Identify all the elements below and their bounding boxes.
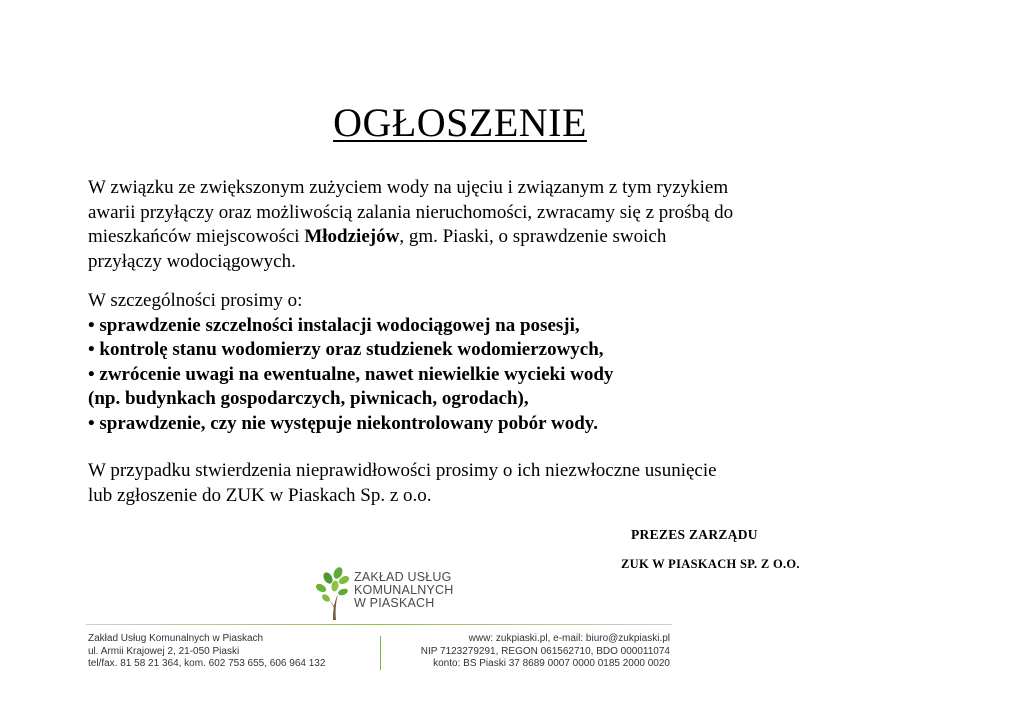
footer-line: Zakład Usług Komunalnych w Piaskach [88,633,264,644]
paragraph-line: W związku ze zwiększonym zużyciem wody na ujęciu i związanym z tym ryzykiem [88,177,729,198]
footer-divider-line [86,624,672,625]
request-item: • sprawdzenie szczelności instalacji wodociągowej na posesji, [88,314,580,336]
footer-line: tel/fax. 81 58 21 364, kom. 602 753 655, 606 964 132 [88,658,326,669]
requests-list [88,289,848,436]
paragraph-line: W przypadku stwierdzenia nieprawidłowości prosimy o ich niezwłoczne usunięcie [88,460,717,481]
paragraph-text: mieszkańców miejscowości [88,226,305,247]
request-item: • zwrócenie uwagi na ewentualne, nawet niewielkie wycieki wody [88,363,614,385]
logo-text: ZAKŁAD USŁUG [354,570,452,584]
footer-address [88,633,325,671]
footer-line: www: zukpiaski.pl, e-mail: biuro@zukpiaski.pl [468,633,670,644]
leaf [316,582,328,594]
page-title: OGŁOSZENIE [333,100,587,145]
footer-contact [404,633,670,671]
request-item: (np. budynkach gospodarczych, piwnicach, ogrodach), [88,388,529,409]
footer-vertical-divider [380,636,381,670]
closing-paragraph [88,459,848,508]
signature-company: ZUK W PIASKACH SP. Z O.O. [621,557,800,571]
village-name: Młodziejów [304,226,400,247]
paragraph-line: awarii przyłączy oraz możliwością zalania nieruchomości, zwracamy się z prośbą do [88,201,734,223]
footer-line: NIP 7123279291, REGON 061562710, BDO 000011074 [420,645,670,657]
tree-leaves-icon [316,566,350,622]
logo-text: KOMUNALNYCH [354,583,454,597]
paragraph-line: przyłączy wodociągowych. [88,250,296,272]
paragraph-line: lub zgłoszenie do ZUK w Piaskach Sp. z o.o. [88,484,432,506]
leaf [337,587,348,596]
intro-paragraph [88,176,848,274]
leaf [321,593,332,603]
footer-line: ul. Armii Krajowej 2, 21-050 Piaski [88,645,240,657]
logo-text: W PIASKACH [354,596,435,610]
paragraph-text: , gm. Piaski, o sprawdzenie swoich [399,226,667,247]
signature-title: PREZES ZARZĄDU [631,527,758,542]
footer-line: konto: BS Piaski 37 8689 0007 0000 0185 2000 0020 [433,658,670,669]
requests-intro: W szczególności prosimy o: [88,290,303,311]
request-item: • sprawdzenie, czy nie występuje niekontrolowany pobór wody. [88,412,599,434]
request-item: • kontrolę stanu wodomierzy oraz studzienek wodomierzowych, [88,339,604,360]
paragraph-line [88,225,848,250]
